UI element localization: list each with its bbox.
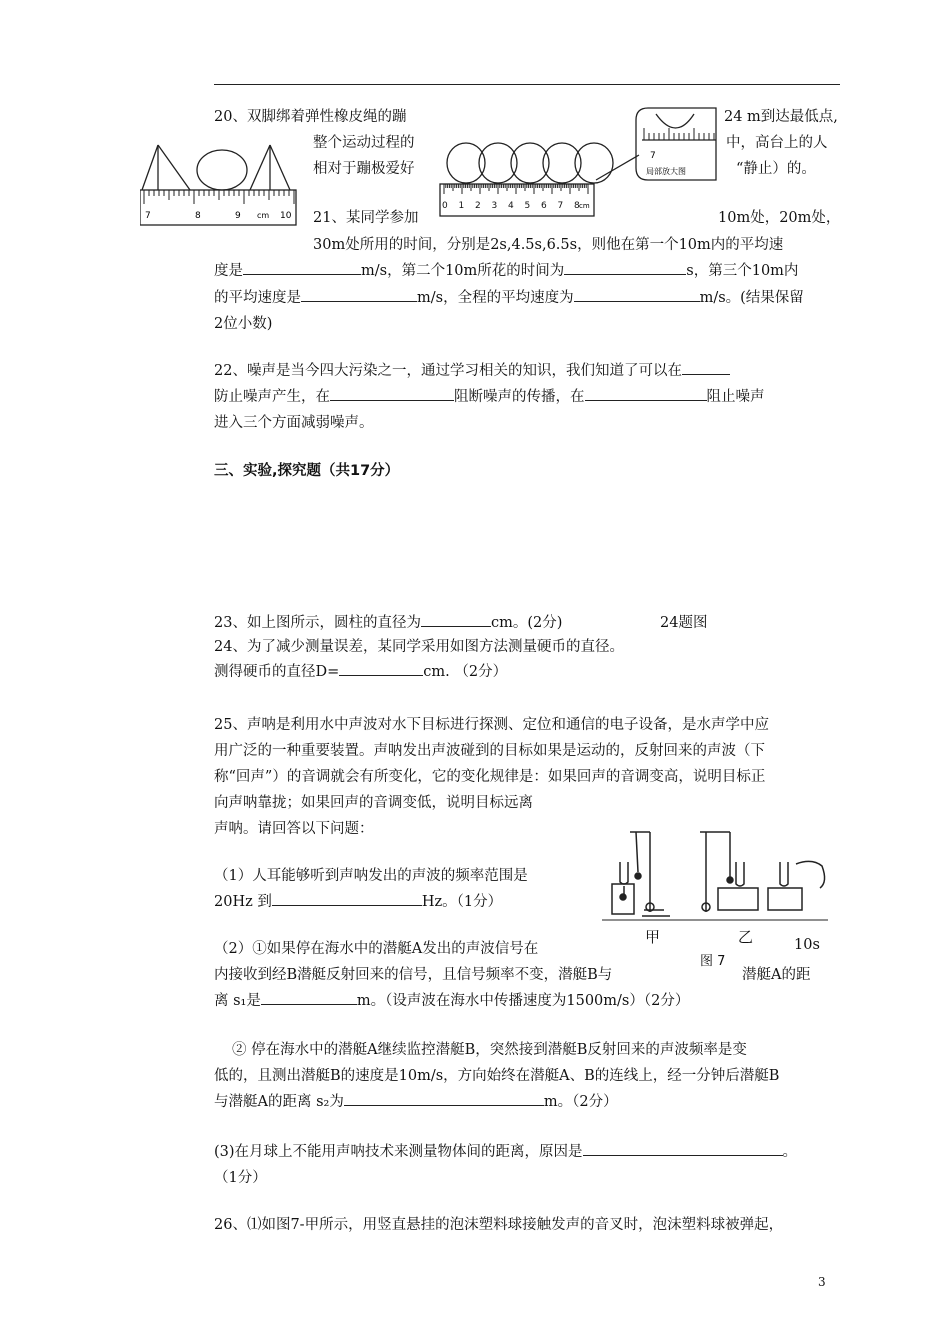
- answer-blank-time2[interactable]: [564, 260, 686, 275]
- q25-line4: 向声呐靠拢；如果回声的音调变低，说明目标远离: [214, 795, 533, 811]
- q21-l3a: 度是: [214, 263, 243, 279]
- answer-blank-receiver[interactable]: [585, 386, 707, 401]
- cylinder-ruler-figure: [140, 140, 300, 230]
- answer-blank-avg-total[interactable]: [574, 287, 700, 302]
- fig7-yi-label: 乙: [738, 928, 754, 946]
- coin-tick-label: 8: [574, 201, 580, 211]
- q22-line1: [214, 359, 730, 380]
- answer-blank-avg3[interactable]: [301, 287, 417, 302]
- q20-line3-left: 相对于蹦极爱好: [313, 161, 415, 177]
- coin-tick-label: 1: [458, 201, 465, 211]
- q21-line5: 2位小数): [214, 316, 273, 332]
- answer-blank-diameter[interactable]: [421, 612, 491, 627]
- coin-tick-label: 2: [475, 201, 481, 211]
- coin-tick-label: 0: [442, 201, 448, 211]
- q23-line: [214, 611, 562, 632]
- coin-tick-label: 4: [508, 201, 514, 211]
- q22-line3: 进入三个方面减弱噪声。: [214, 415, 374, 431]
- q24-line2: [214, 660, 507, 681]
- q25-p3d: m。（2分）: [543, 1094, 618, 1110]
- q25-p1b: 20Hz 到: [214, 894, 272, 910]
- q25-p3-line1: ② 停在海水中的潜艇A继续监控潜艇B，突然接到潜艇B反射回来的声波频率是变: [232, 1042, 747, 1058]
- fig7-caption: 图 7: [700, 954, 726, 969]
- q20-line1-right: 24 m到达最低点,: [724, 109, 838, 125]
- q25-p3-line2: 低的，且测出潜艇B的速度是10m/s，方向始终在潜艇A、B的连线上，经一分钟后潜艇B: [214, 1068, 780, 1084]
- coin-tick-label: 6: [541, 201, 547, 211]
- q22-l2c: 阻止噪声: [706, 389, 765, 405]
- q21-line4: [214, 286, 804, 307]
- page-number: 3: [818, 1275, 826, 1289]
- header-rule: [214, 84, 840, 85]
- q20-line1-left: 20、双脚绑着弹性橡皮绳的蹦: [214, 109, 407, 125]
- answer-blank-avg1[interactable]: [243, 260, 361, 275]
- inset-tick-label: 7: [650, 151, 656, 161]
- q25-p4-line1: [214, 1140, 797, 1161]
- answer-blank-coin[interactable]: [339, 661, 423, 676]
- fig7-jia-label: 甲: [645, 928, 661, 946]
- q22-l2b: 阻断噪声的传播，在: [454, 389, 585, 405]
- cyl-tick-7: 7: [145, 211, 151, 221]
- q25-p1-line1: （1）人耳能够听到声呐发出的声波的频率范围是: [214, 868, 528, 884]
- coin-ruler-figure: [436, 100, 726, 225]
- q25-p4a: (3)在月球上不能用声呐技术来测量物体间的距离，原因是: [214, 1144, 583, 1160]
- q21-line1-left: 21、某同学参加: [313, 210, 419, 226]
- answer-blank-moon[interactable]: [583, 1141, 783, 1156]
- answer-blank-source[interactable]: [682, 360, 730, 375]
- q22-l1: 22、噪声是当今四大污染之一，通过学习相关的知识，我们知道了可以在: [214, 363, 682, 379]
- q26-line1: 26、⑴如图7-甲所示，用竖直悬挂的泡沫塑料球接触发声的音叉时，泡沫塑料球被弹起，: [214, 1217, 784, 1233]
- coin-tick-label: 7: [557, 201, 564, 211]
- q22-line2: [214, 385, 765, 406]
- q21-line3: [214, 259, 798, 280]
- q25-p2-line1-right: 10s: [794, 937, 820, 953]
- q24-l2b: cm. （2分）: [423, 664, 508, 680]
- q25-line1: 25、声呐是利用水中声波对水下目标进行探测、定位和通信的电子设备，是水声学中应: [214, 717, 769, 733]
- coin-tick-label: 3: [491, 201, 498, 211]
- q25-p2-line1: （2）①如果停在海水中的潜艇A发出的声波信号在: [214, 941, 539, 957]
- q20-line2-right: 中，高台上的人: [726, 135, 828, 151]
- q25-p2-line3: [214, 989, 689, 1010]
- q25-p3-line3: [214, 1090, 618, 1111]
- coin-unit: cm: [579, 202, 590, 210]
- q25-p4-line2: （1分）: [214, 1170, 267, 1186]
- q21-l3b: m/s，第二个10m所花的时间为: [361, 263, 565, 279]
- cyl-tick-10: 10: [280, 211, 292, 221]
- q23-a: 23、如上图所示，圆柱的直径为: [214, 615, 421, 631]
- q25-p1-line2: [214, 890, 502, 911]
- q25-line5: 声呐。请回答以下问题：: [214, 821, 374, 837]
- q20-line2-left: 整个运动过程的: [313, 135, 415, 151]
- answer-blank-s2[interactable]: [344, 1091, 544, 1106]
- cyl-tick-9: 9: [235, 211, 241, 221]
- q21-line2: 30m处所用的时间，分别是2s,4.5s,6.5s，则他在第一个10m内的平均速: [313, 237, 784, 253]
- answer-blank-frequency[interactable]: [272, 891, 422, 906]
- q25-p2-line2-right: 潜艇A的距: [742, 967, 811, 983]
- q21-l4a: 的平均速度是: [214, 290, 301, 306]
- q25-p3c: 与潜艇A的距离 s₂为: [214, 1094, 344, 1110]
- q25-p1c: Hz。（1分）: [421, 894, 503, 910]
- coin-tick-label: 5: [524, 201, 531, 211]
- q20-line3-right: “静止）的。: [736, 161, 816, 177]
- section-3-heading: 三、实验,探究题（共17分）: [214, 463, 400, 479]
- q23-b: cm。(2分): [490, 615, 563, 631]
- q25-p4b: 。: [782, 1144, 798, 1160]
- q21-l4b: m/s，全程的平均速度为: [417, 290, 574, 306]
- answer-blank-path[interactable]: [330, 386, 454, 401]
- q21-line1-right: 10m处，20m处，: [718, 210, 841, 226]
- q22-l2a: 防止噪声产生，在: [214, 389, 330, 405]
- q25-line3: 称“回声”）的音调就会有所变化，它的变化规律是：如果回声的音调变高，说明目标正: [214, 769, 766, 785]
- q25-line2: 用广泛的一种重要装置。声呐发出声波碰到的目标如果是运动的，反射回来的声波（下: [214, 743, 765, 759]
- figure-7: [600, 822, 832, 977]
- q24-figure-caption: 24题图: [660, 615, 708, 631]
- answer-blank-s1[interactable]: [261, 990, 357, 1005]
- q25-p2e: 离 s₁是: [214, 993, 261, 1009]
- q25-p2-line2: 内接收到经B潜艇反射回来的信号，且信号频率不变，潜艇B与: [214, 967, 613, 983]
- q24-l2a: 测得硬币的直径D=: [214, 664, 340, 680]
- q24-line1: 24、为了减少测量误差，某同学采用如图方法测量硬币的直径。: [214, 639, 624, 655]
- q21-l3c: s，第三个10m内: [686, 263, 799, 279]
- cyl-unit: cm: [257, 211, 270, 220]
- q25-p2f: m。（设声波在海水中传播速度为1500m/s）（2分）: [356, 993, 690, 1009]
- cyl-tick-8: 8: [195, 211, 201, 221]
- inset-label: 局部放大图: [646, 167, 686, 176]
- q21-l4c: m/s。(结果保留: [699, 290, 804, 306]
